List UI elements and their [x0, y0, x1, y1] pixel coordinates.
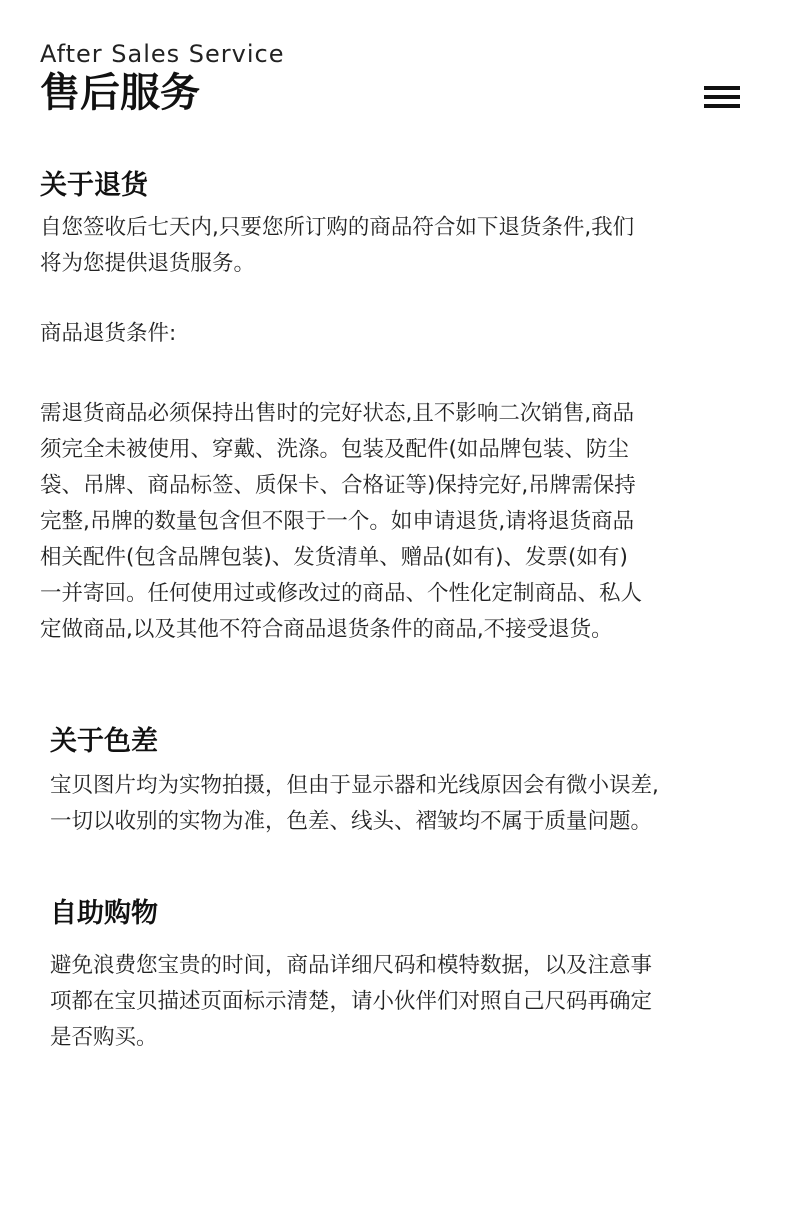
returns-condition-line: 完整,吊牌的数量包含但不限于一个。如申请退货,请将退货商品: [40, 509, 635, 534]
returns-intro-line: 自您签收后七天内,只要您所订购的商品符合如下退货条件,我们: [40, 215, 635, 240]
returns-intro: [40, 210, 760, 282]
returns-condition-line: 袋、吊牌、商品标签、质保卡、合格证等)保持完好,吊牌需保持: [40, 473, 636, 498]
color-difference-text: [50, 768, 770, 840]
color-difference-line: 一切以收别的实物为准，色差、线头、褶皱均不属于质量问题。: [50, 809, 653, 834]
page-subtitle-en: After Sales Service: [40, 40, 285, 68]
returns-condition-line: 定做商品,以及其他不符合商品退货条件的商品,不接受退货。: [40, 617, 613, 642]
hamburger-menu-icon[interactable]: [704, 84, 742, 112]
returns-section: [40, 168, 760, 648]
self-help-line: 避免浪费您宝贵的时间，商品详细尺码和模特数据，以及注意事: [50, 953, 653, 978]
self-help-text: [50, 948, 770, 1056]
menu-bar-top: [704, 86, 740, 90]
returns-conditions: [40, 396, 760, 648]
self-help-line: 是否购买。: [50, 1025, 158, 1050]
menu-bar-middle: [704, 95, 740, 99]
self-help-title: 自助购物: [50, 898, 158, 929]
page-header: [40, 38, 760, 128]
returns-title: 关于退货: [40, 170, 148, 201]
color-difference-line: 宝贝图片均为实物拍摄，但由于显示器和光线原因会有微小误差,: [50, 773, 659, 798]
color-difference-section: [50, 724, 770, 840]
returns-conditions-title: 商品退货条件:: [40, 321, 177, 346]
self-help-section: [50, 896, 770, 1056]
returns-intro-line: 将为您提供退货服务。: [40, 251, 256, 276]
returns-condition-line: 须完全未被使用、穿戴、洗涤。包装及配件(如品牌包装、防尘: [40, 437, 629, 462]
menu-bar-bottom: [704, 104, 740, 108]
returns-condition-line: 需退货商品必须保持出售时的完好状态,且不影响二次销售,商品: [40, 401, 635, 426]
returns-condition-line: 一并寄回。任何使用过或修改过的商品、个性化定制商品、私人: [40, 581, 643, 606]
color-difference-title: 关于色差: [50, 726, 158, 757]
page-title: 售后服务: [40, 70, 200, 116]
returns-condition-line: 相关配件(包含品牌包装)、发货清单、赠品(如有)、发票(如有): [40, 545, 628, 570]
self-help-line: 项都在宝贝描述页面标示清楚，请小伙伴们对照自己尺码再确定: [50, 989, 653, 1014]
